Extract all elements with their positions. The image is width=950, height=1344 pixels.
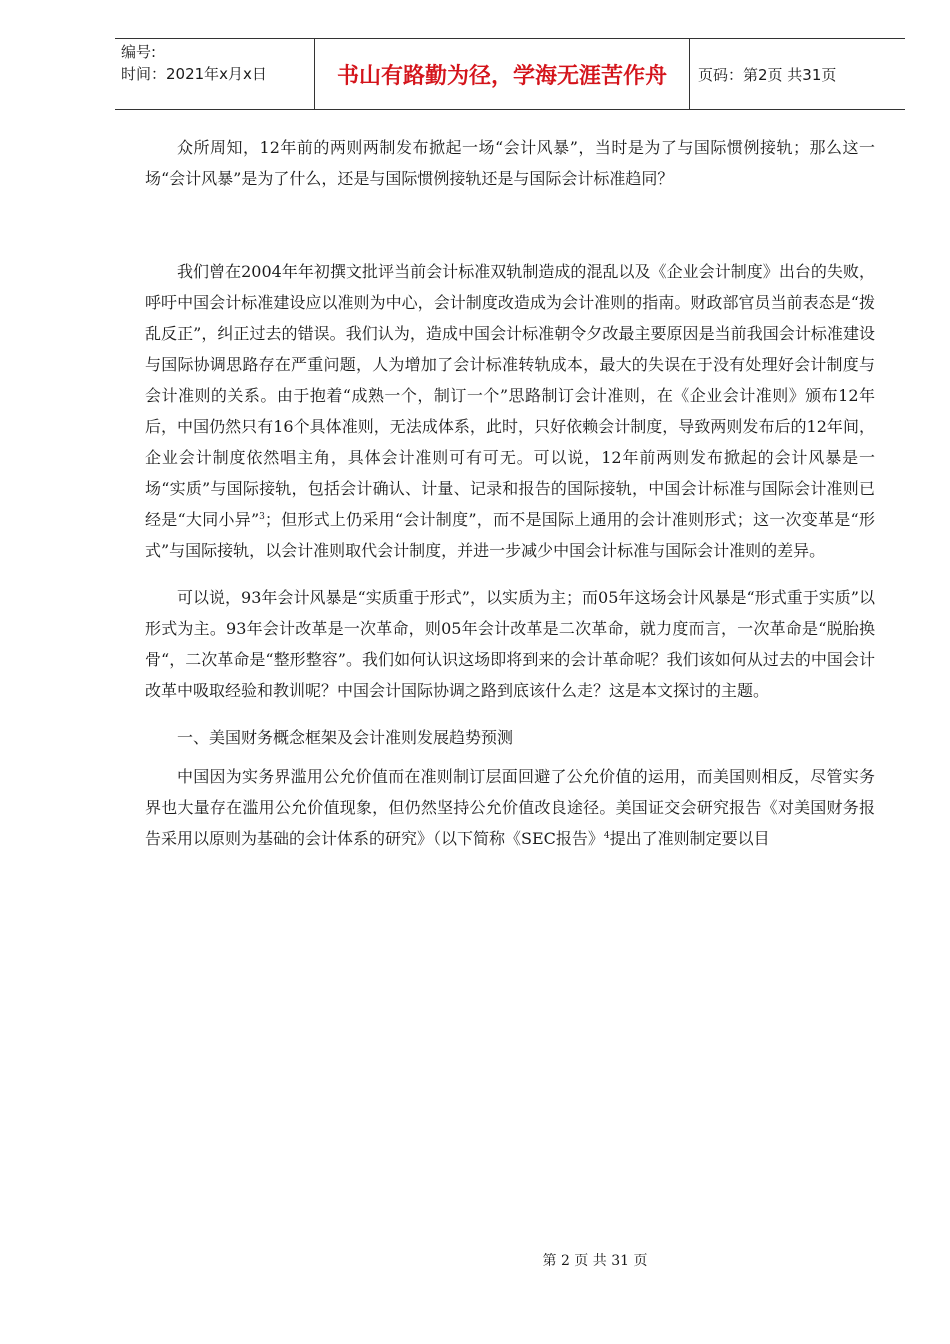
paragraph-fair-value-text-a: 中国因为实务界滥用公允价值而在准则制订层面回避了公允价值的运用，而美国则相反，尽管实务界也大量存在滥用公允价值现象，但仍然坚持公允价值改良途径。美国证交会研究报告《对美国财务报告采用以原则为基础的会计体系的研究》（以下简称《SEC报告》 <box>145 767 875 848</box>
paragraph-critique-text-b: ；但形式上仍采用“会计制度”，而不是国际上通用的会计准则形式；这一次变革是“形式”与国际接轨，以会计准则取代会计制度，并进一步减少中国会计标准与国际会计准则的差异。 <box>145 510 875 560</box>
paragraph-comparison: 可以说，93年会计风暴是“实质重于形式”，以实质为主；而05年这场会计风暴是“形式重于实质”以形式为主。93年会计改革是一次革命，则05年会计改革是二次革命，就力度而言，一次革命是“脱胎换骨“，二次革命是“整形整容”。我们如何认识这场即将到来的会计革命呢？我们该如何从过去的中国会计改革中吸取经验和教训呢？中国会计国际协调之路到底该什么走？这是本文探讨的主题。 <box>145 588 875 700</box>
paragraph-critique-text-a: 我们曾在2004年年初撰文批评当前会计标准双轨制造成的混乱以及《企业会计制度》出台的失败，呼吁中国会计标准建设应以准则为中心，会计制度改造成为会计准则的指南。财政部官员当前表态是“拨乱反正”，纠正过去的错误。我们认为，造成中国会计标准朝令夕改最主要原因是当前我国会计标准建设与国际协调思路存在严重问题，人为增加了会计标准转轨成本，最大的失误在于没有处理好会计制度与会计准则的关系。由于抱着“成熟一个，制订一个”思路制订会计准则，在《企业会计准则》颁布12年后，中国仍然只有16个具体准则，无法成体系，此时，只好依赖会计制度，导致两则发布后的12年间，企业会计制度依然唱主角，具体会计准则可有可无。可以说，12年前两则发布掀起的会计风暴是一场“实质”与国际接轨，包括会计确认、计量、记录和报告的国际接轨，中国会计标准与国际会计准则已经是“大同小异” <box>145 262 875 529</box>
paragraph-critique <box>145 256 875 566</box>
paragraph-fair-value-text-b: 提出了准则制定要以目 <box>609 829 770 848</box>
document-body <box>145 132 875 854</box>
section-heading: 一、美国财务概念框架及会计准则发展趋势预测 <box>177 728 514 747</box>
header-meta-cell <box>115 39 315 109</box>
paragraph-intro: 众所周知，12年前的两则两制发布掀起一场“会计风暴”，当时是为了与国际惯例接轨；那么这一场“会计风暴”是为了什么，还是与国际惯例接轨还是与国际会计标准趋同？ <box>145 138 875 188</box>
footnote-ref-3: 3 <box>259 512 265 522</box>
header-page-info: 页码：第2页 共31页 <box>698 65 837 84</box>
paragraph-fair-value <box>145 761 875 854</box>
document-number-label: 编号: <box>121 43 157 61</box>
header-motto: 书山有路勤为径，学海无涯苦作舟 <box>315 39 690 109</box>
page-footer: 第 2 页 共 31 页 <box>542 1253 648 1269</box>
document-time-label: 时间：2021年x月x日 <box>121 65 267 83</box>
footnote-ref-4: 4 <box>603 831 610 841</box>
page-header <box>115 38 905 110</box>
